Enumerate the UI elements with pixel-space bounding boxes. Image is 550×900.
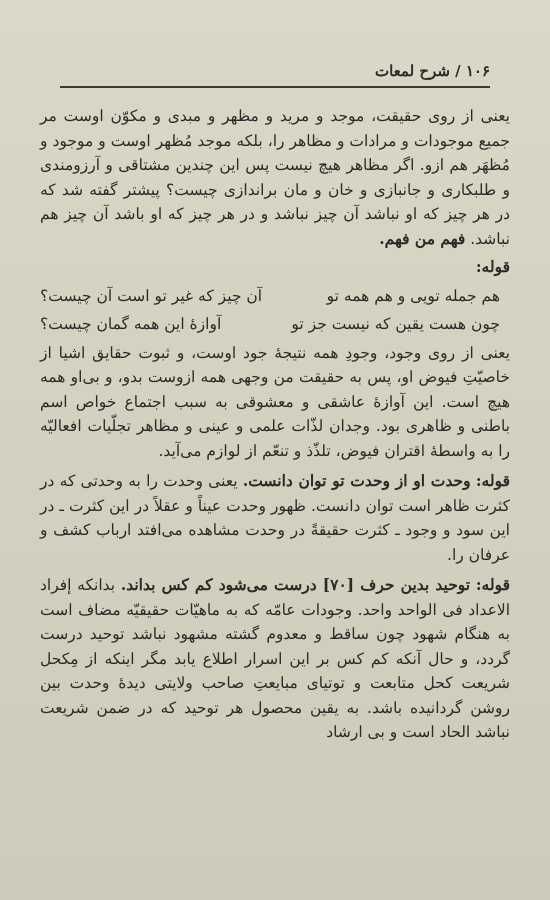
- paragraph-3-text: یعنی وحدت را به وحدتی که در کثرت ظاهر است توان دانست. ظهور وحدت عیناً و عقلاً در این کثرت ـ در این سود و وجود ـ کثرت حقیقةً در وحدت مشاهده می‌افتد ارباب کشف و عرفان را.: [40, 472, 510, 564]
- paragraph-4-text: بدانکه إفراد الاعداد فی الواحد واحد. وجودات عامّه که به ماهیّات حقیقیّه مضاف است به هنگام شهود چون ساقط و معدوم گشته مشهود نباشد توحید درست گردد، و حال آنکه کم کس بر این اسرار اطلاع یابد مگر اینکه از مِکحل شریعت کحل متابعت و توتیای مبایعتِ صاحب ولایتی دیدهٔ وحدت بین روشن گردانیده باشد. به یقین محصول هر توحید که در ضمن شریعت نباشد الحاد است و بی ارشاد: [40, 576, 510, 741]
- paragraph-4-quote: توحید بدین حرف [۷۰] درست می‌شود کم کس بداند.: [120, 575, 471, 594]
- poem-line-1-second-hemistich: آن چیز که غیر تو است آن چیست؟: [40, 286, 263, 305]
- paragraph-1-ending: فهم من فهم.: [379, 228, 466, 248]
- paragraph-2: یعنی از روی وجود، وجودِ همه نتیجهٔ جود اوست، و ثبوت حقایق اشیا از خاصیّتِ فیوض او، پس به حقیقت من وجهی همه ازوست بدو، و بی‌او همه هیچ است. این آوازهٔ عاشقی و معشوقی به سبب اجتماع خواص اسم باطنی و ظاهری بود. وجدان لذّات علمی و عینی و مظاهر تجلّیات افعالیّه را به واسطهٔ اقتران فیوض، تلذّذ و تنعّم از لوازم می‌آید.: [40, 343, 510, 460]
- paragraph-1-text: یعنی از روی حقیقت، موجد و مرید و مظهر و مبدی و مکوّن اوست مر جمیع موجودات و مرادات و مظاهر را، بلکه موجد مُظهر اوست و موجود و مُظهَر هم ازو. اگر مظاهر هیچ نیست پس این چندین مشتاقی و آرزومندی و طلبکاری و جانبازی و خان و مان براندازی چیست؟ پیشتر گفته شد که در هر چیز که او نباشد آن چیز نباشد و در هر چیز که او باشد آن چیز هم نباشد.: [40, 107, 510, 248]
- poem-line-2-first-hemistich: چون هست یقین که نیست جز تو: [291, 315, 500, 333]
- page-header: [60, 60, 490, 88]
- poem-line-1: [40, 284, 510, 309]
- paragraph-1: [40, 104, 510, 251]
- paragraph-4-label: قوله:: [475, 575, 510, 594]
- poem-line-2-second-hemistich: آوازهٔ این همه گمان چیست؟: [40, 315, 222, 333]
- poem-line-2: [40, 312, 510, 337]
- page-body: [40, 104, 510, 900]
- running-header: ۱۰۶ / شرح لمعات: [374, 62, 490, 80]
- header-rule: [60, 86, 490, 88]
- paragraph-3: [40, 469, 510, 567]
- qawl-label: قوله:: [475, 257, 510, 276]
- paragraph-3-label: قوله:: [475, 471, 510, 490]
- paragraph-3-quote: وحدت او از وحدت تو توان دانست.: [242, 471, 471, 490]
- paragraph-4: [40, 573, 510, 745]
- poem-line-1-first-hemistich: هم جمله تویی و هم همه تو: [326, 286, 500, 305]
